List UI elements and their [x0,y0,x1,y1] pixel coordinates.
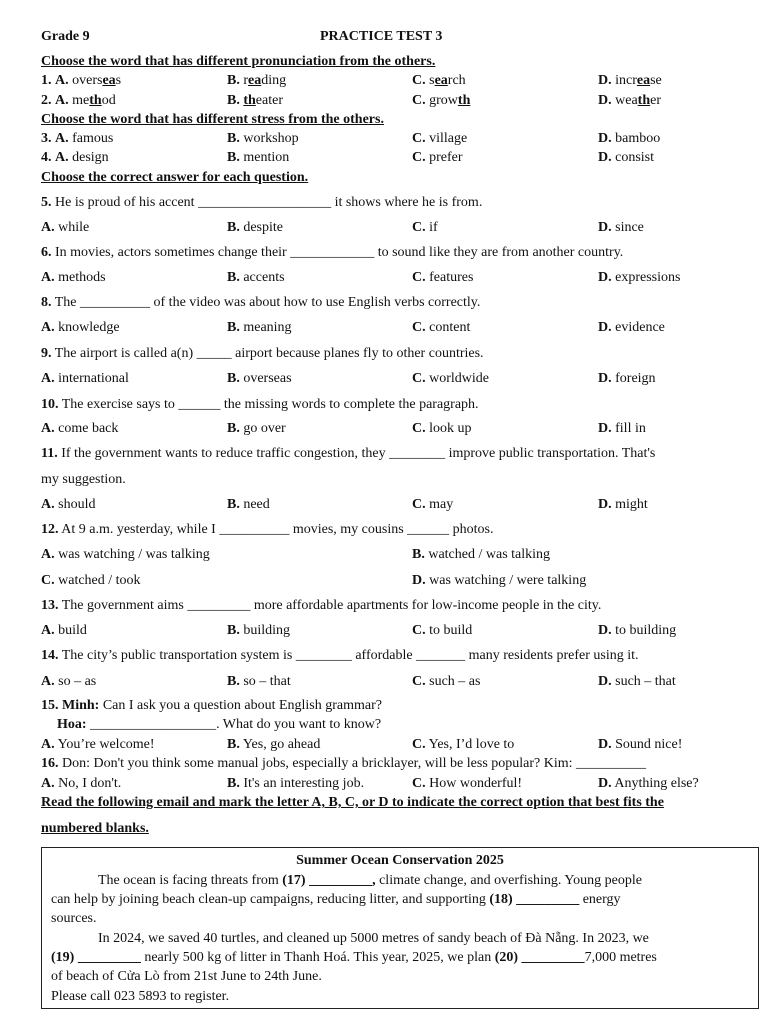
passage-line-6: of beach of Cửa Lò from 21st June to 24th June. [51,969,322,984]
q11-stem: 11. If the government wants to reduce traffic congestion, they ________ improve public transportation. That's [41,446,656,461]
q16-option-b: B. It's an interesting job. [227,776,365,791]
passage-line-3: sources. [51,911,97,926]
q12-stem: 12. At 9 a.m. yesterday, while I __________ movies, my cousins ______ photos. [41,522,494,537]
q10-option-c: C. look up [412,421,472,436]
section-email-instruction-continued: numbered blanks. [41,821,149,836]
q10-stem: 10. The exercise says to ______ the missing words to complete the paragraph. [41,397,479,412]
q6-option-c: C. features [412,270,474,285]
q14-option-c: C. such – as [412,674,481,689]
q8-stem: 8. The __________ of the video was about how to use English verbs correctly. [41,295,481,310]
q15-option-a: A. You’re welcome! [41,737,155,752]
q12-option-a: A. was watching / was talking [41,547,210,562]
q13-option-a: A. build [41,623,87,638]
section-pronunciation: Choose the word that has different pronunciation from the others. [41,54,436,69]
q3-option-b: B. workshop [227,131,299,146]
section-correct-answer: Choose the correct answer for each question. [41,170,309,185]
q9-option-b: B. overseas [227,371,292,386]
q1-option-d: D. increase [598,73,662,88]
q13-stem: 13. The government aims _________ more affordable apartments for low-income people in the city. [41,598,602,613]
q5-option-a: A. while [41,220,90,235]
q1-option-c: C. search [412,73,466,88]
q15-option-c: C. Yes, I’d love to [412,737,515,752]
q6-option-d: D. expressions [598,270,681,285]
q15-option-d: D. Sound nice! [598,737,683,752]
q15-line-minh: 15. Minh: Can I ask you a question about English grammar? [41,698,383,713]
q11-option-c: C. may [412,497,454,512]
q5-option-c: C. if [412,220,438,235]
grade-label: Grade 9 [41,29,90,44]
q2-option-d: D. weather [598,93,662,108]
q15-line-hoa: Hoa: __________________. What do you want to know? [57,717,382,732]
q16-option-d: D. Anything else? [598,776,699,791]
q14-option-a: A. so – as [41,674,97,689]
q6-stem: 6. In movies, actors sometimes change their ____________ to sound like they are from another country. [41,245,624,260]
passage-line-4: In 2024, we saved 40 turtles, and cleaned up 5000 metres of sandy beach of Đà Nẵng. In 2023, we [98,931,649,946]
q13-option-b: B. building [227,623,291,638]
passage-line-5: (19) _________ nearly 500 kg of litter in Thanh Hoá. This year, 2025, we plan (20) _________7,000 metres [51,950,657,965]
q3-option-d: D. bamboo [598,131,661,146]
q10-option-d: D. fill in [598,421,646,436]
q13-option-c: C. to build [412,623,473,638]
q8-option-c: C. content [412,320,471,335]
passage-title: Summer Ocean Conservation 2025 [296,853,504,868]
q10-option-b: B. go over [227,421,286,436]
q16-stem: 16. Don: Don't you think some manual jobs, especially a bricklayer, will be less popular? Kim: __________ [41,756,647,771]
q3-option-a: 3. A. famous [41,131,114,146]
q1-option-a: 1. A. overseas [41,73,122,88]
section-stress: Choose the word that has different stress from the others. [41,112,384,127]
section-email-instruction: Read the following email and mark the letter A, B, C, or D to indicate the correct option that best fits the [41,795,664,810]
q3-option-c: C. village [412,131,468,146]
q2-option-a: 2. A. method [41,93,116,108]
q12-option-b: B. watched / was talking [412,547,551,562]
q12-option-c: C. watched / took [41,573,141,588]
q15-option-b: B. Yes, go ahead [227,737,321,752]
q9-option-c: C. worldwide [412,371,490,386]
q4-option-a: 4. A. design [41,150,109,165]
q13-option-d: D. to building [598,623,677,638]
q16-option-a: A. No, I don't. [41,776,122,791]
q14-option-d: D. such – that [598,674,676,689]
passage-line-2: can help by joining beach clean-up campaigns, reducing litter, and supporting (18) _________ energy [51,892,621,907]
q16-option-c: C. How wonderful! [412,776,523,791]
q5-stem: 5. He is proud of his accent ___________________ it shows where he is from. [41,195,483,210]
q4-option-b: B. mention [227,150,290,165]
q9-option-d: D. foreign [598,371,656,386]
q14-stem: 14. The city’s public transportation system is ________ affordable _______ many residents prefer using it. [41,648,639,663]
q11-option-a: A. should [41,497,96,512]
page-title: PRACTICE TEST 3 [320,29,443,44]
q12-option-d: D. was watching / were talking [412,573,587,588]
passage-line-7: Please call 023 5893 to register. [51,989,230,1004]
q8-option-d: D. evidence [598,320,665,335]
q1-option-b: B. reading [227,73,287,88]
q11-option-d: D. might [598,497,648,512]
passage-line-1: The ocean is facing threats from (17) _________, climate change, and overfishing. Young people [98,873,642,888]
passage-box [41,847,759,1009]
q4-option-c: C. prefer [412,150,463,165]
q6-option-a: A. methods [41,270,106,285]
q14-option-b: B. so – that [227,674,291,689]
q10-option-a: A. come back [41,421,119,436]
q5-option-b: B. despite [227,220,283,235]
q9-stem: 9. The airport is called a(n) _____ airport because planes fly to other countries. [41,346,484,361]
q11-option-b: B. need [227,497,270,512]
q5-option-d: D. since [598,220,644,235]
q9-option-a: A. international [41,371,129,386]
q8-option-b: B. meaning [227,320,292,335]
q6-option-b: B. accents [227,270,285,285]
q8-option-a: A. knowledge [41,320,120,335]
q11-stem-continued: my suggestion. [41,472,126,487]
q4-option-d: D. consist [598,150,655,165]
q2-option-c: C. growth [412,93,471,108]
q2-option-b: B. theater [227,93,283,108]
